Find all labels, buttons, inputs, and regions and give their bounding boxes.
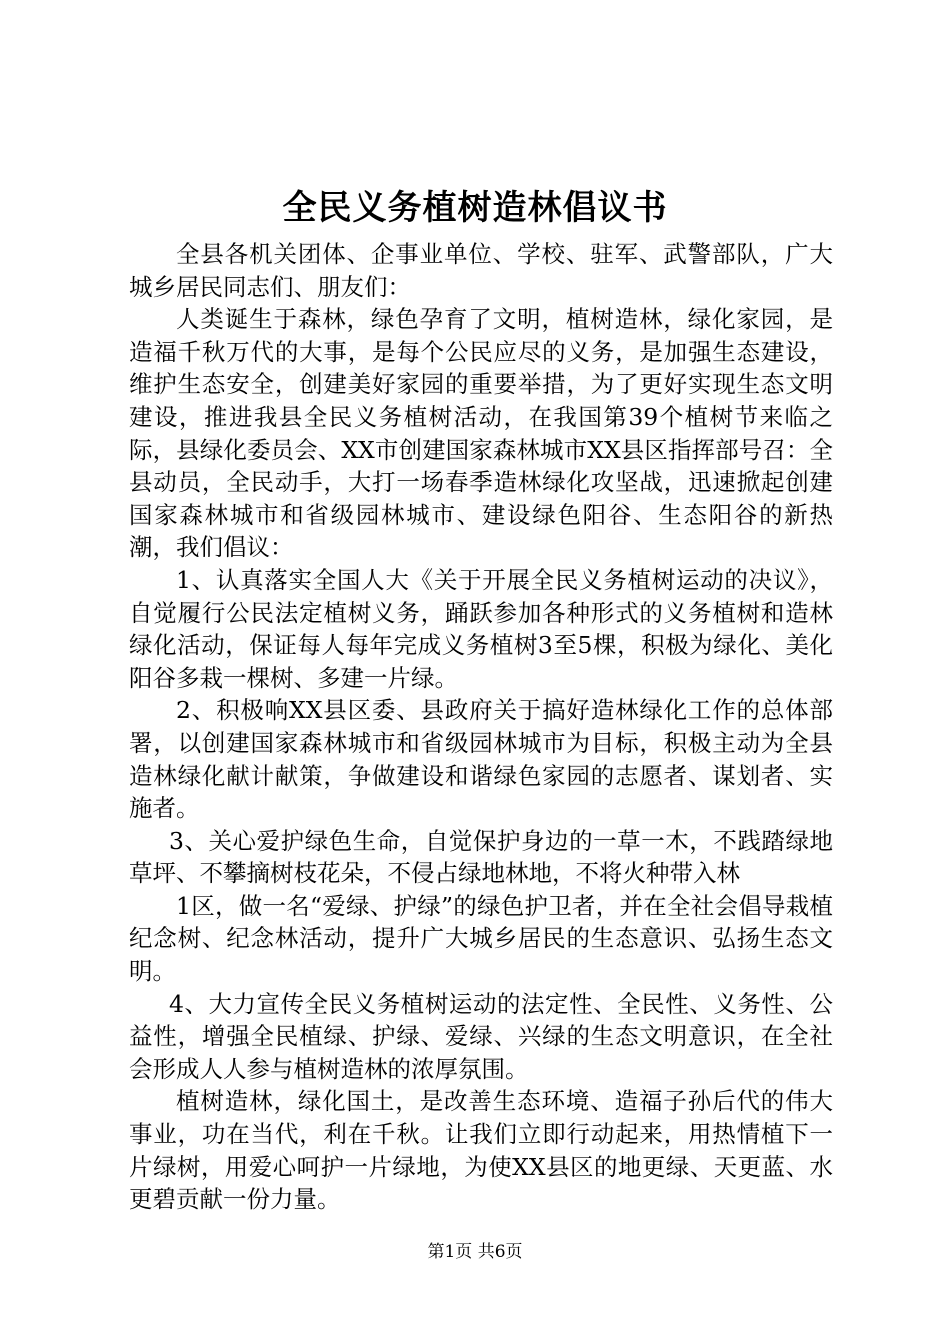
document-body [129, 238, 833, 1216]
proposal-4-paragraph: 4、大力宣传全民义务植树运动的法定性、全民性、义务性、公益性，增强全民植绿、护绿、爱绿、兴绿的生态文明意识，在全社会形成人人参与植树造林的浓厚氛围。 [129, 989, 833, 1083]
proposal-3-paragraph: 3、关心爱护绿色生命，自觉保护身边的一草一木，不践踏绿地草坪、不攀摘树枝花朵，不侵占绿地林地，不将火种带入林 [129, 826, 833, 888]
proposal-3-continuation-paragraph: 1区，做一名“爱绿、护绿”的绿色护卫者，并在全社会倡导栽植纪念树、纪念林活动，提升广大城乡居民的生态意识、弘扬生态文明。 [129, 891, 833, 986]
page-number-footer: 第1页 共6页 [427, 1242, 523, 1262]
closing-paragraph: 植树造林，绿化国土，是改善生态环境、造福子孙后代的伟大事业，功在当代，利在千秋。让我们立即行动起来，用热情植下一片绿树，用爱心呵护一片绿地，为使XX县区的地更绿、天更蓝、水更碧贡献一份力量。 [129, 1087, 833, 1214]
document-title: 全民义务植树造林倡议书 [282, 188, 668, 228]
intro-paragraph: 人类诞生于森林，绿色孕育了文明，植树造林，绿化家园，是造福千秋万代的大事，是每个公民应尽的义务，是加强生态建设，维护生态安全，创建美好家园的重要举措，为了更好实现生态文明建设，推进我县全民义务植树活动，在我国第39个植树节来临之际，县绿化委员会、XX市创建国家森林城市XX县区指挥部号召：全县动员，全民动手，大打一场春季造林绿化攻坚战，迅速掀起创建国家森林城市和省级园林城市、建设绿色阳谷、生态阳谷的新热潮，我们倡议： [129, 305, 833, 562]
proposal-1-paragraph: 1、认真落实全国人大《关于开展全民义务植树运动的决议》，自觉履行公民法定植树义务，踊跃参加各种形式的义务植树和造林绿化活动，保证每人每年完成义务植树3至5棵，积极为绿化、美化阳谷多栽一棵树、多建一片绿。 [129, 565, 833, 692]
proposal-2-paragraph: 2、积极响XX县区委、县政府关于搞好造林绿化工作的总体部署，以创建国家森林城市和省级园林城市为目标，积极主动为全县造林绿化献计献策，争做建设和谐绿色家园的志愿者、谋划者、实施者。 [129, 696, 833, 823]
salutation-paragraph: 全县各机关团体、企事业单位、学校、驻军、武警部队，广大城乡居民同志们、朋友们： [129, 240, 833, 301]
